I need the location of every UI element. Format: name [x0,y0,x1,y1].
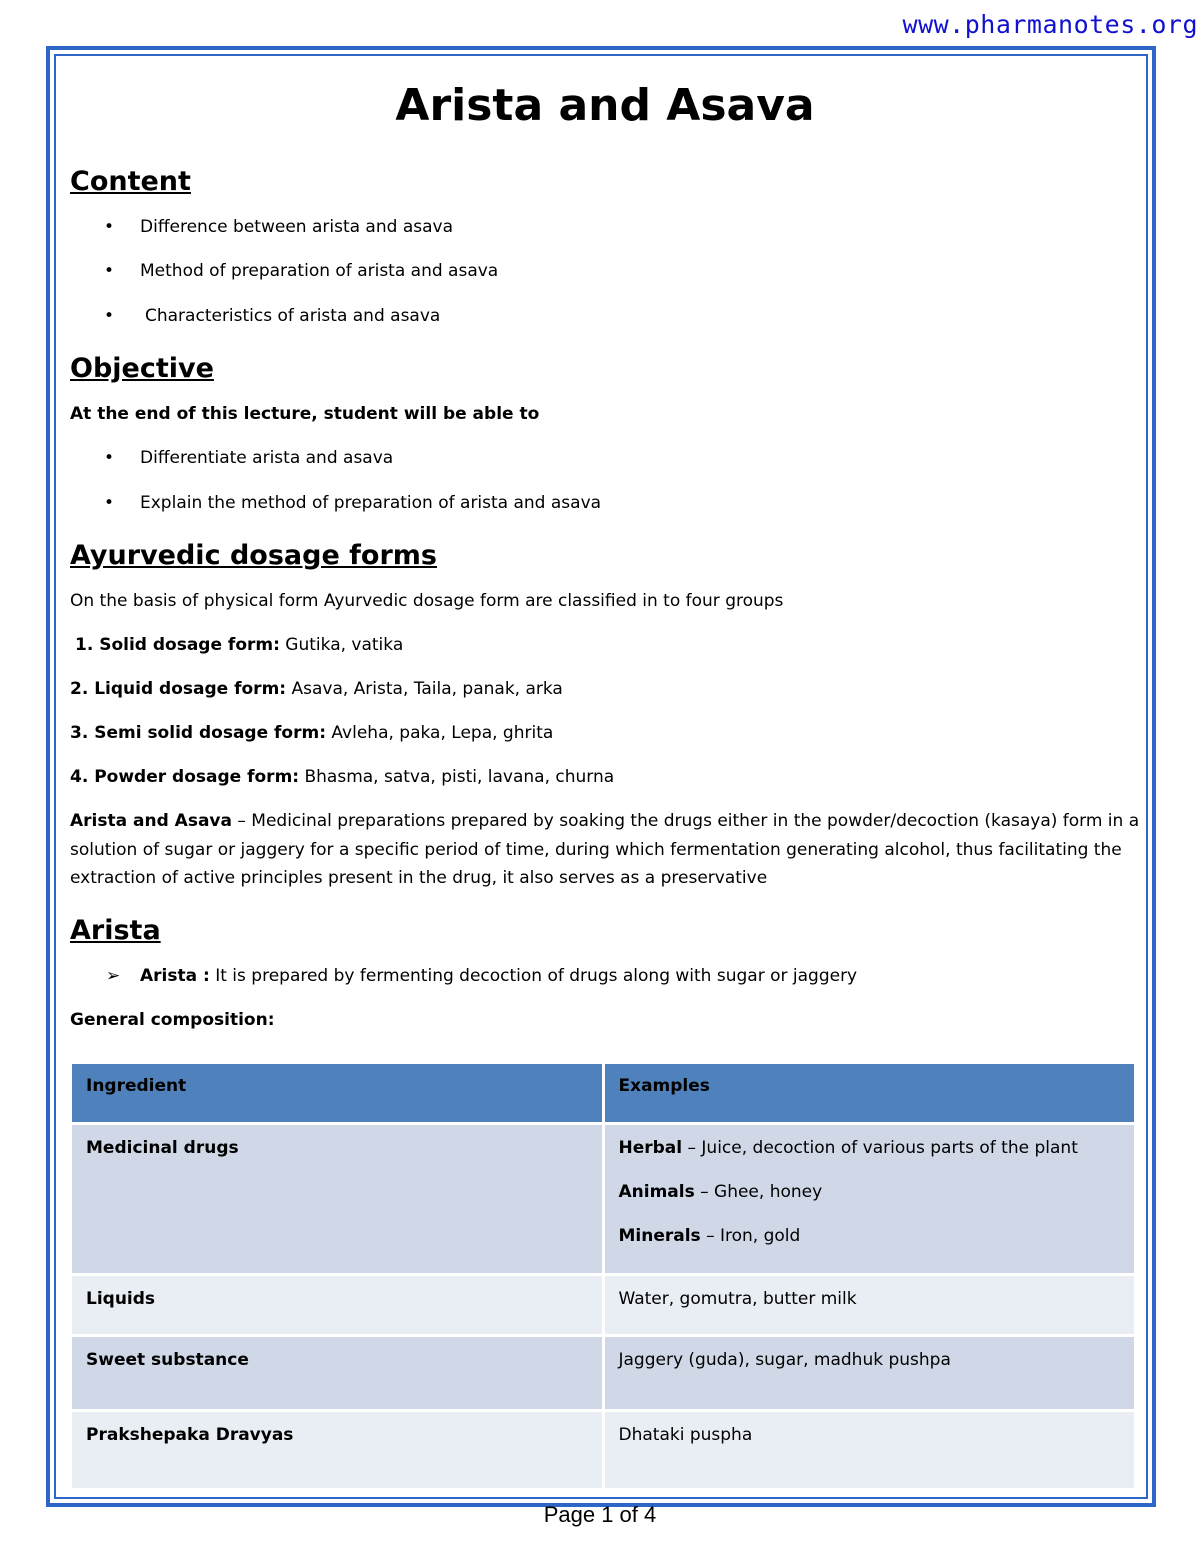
bullet-icon: • [104,306,115,326]
composition-table [69,1061,1137,1491]
ingredient-cell: Prakshepaka Dravyas [72,1412,602,1488]
table-row [72,1412,1134,1488]
examples-cell [605,1125,1135,1273]
content-list [70,216,1140,327]
table-row [72,1125,1134,1273]
bullet-icon: • [104,493,115,513]
table-row [72,1276,1134,1334]
site-watermark: www.pharmanotes.org [902,10,1198,39]
list-item: • Method of preparation of arista and asava [104,261,499,281]
table-row [72,1337,1134,1409]
example-minerals: Minerals – Iron, gold [618,1226,801,1246]
objective-intro: At the end of this lecture, student will be able to [70,404,540,424]
table-header-row [72,1064,1134,1122]
ingredient-cell: Sweet substance [72,1337,602,1409]
objective-heading: Objective [70,353,214,384]
example-animals: Animals – Ghee, honey [618,1182,823,1202]
page-number: Page 1 of 4 [543,1502,657,1527]
list-item: ➢ Arista : It is prepared by fermenting decoction of drugs along with sugar or jaggery [106,965,858,986]
arista-list [70,965,1140,987]
examples-cell: Dhataki puspha [605,1412,1135,1488]
bullet-icon: • [104,448,115,468]
examples-cell: Water, gomutra, butter milk [605,1276,1135,1334]
list-item: • Differentiate arista and asava [104,448,394,468]
list-item: • Characteristics of arista and asava [104,306,441,326]
composition-label: General composition: [70,1009,275,1030]
dosage-heading: Ayurvedic dosage forms [70,540,437,571]
example-herbal: Herbal – Juice, decoction of various parts of the plant [618,1138,1078,1158]
objective-list [70,447,1140,514]
dosage-form-semisolid: 3. Semi solid dosage form: Avleha, paka, Lepa, ghrita [70,723,554,743]
arista-asava-definition: Arista and Asava – Medicinal preparations prepared by soaking the drugs either in the powder/decoction (kasaya) form in a solution of sugar or jaggery for a specific period of time, during which fermentation generating alcohol, thus facilitating the extraction of active principles present in the drug, it also serves as a preservative [70,811,1140,888]
dosage-intro: On the basis of physical form Ayurvedic dosage form are classified in to four groups [70,591,784,611]
bullet-icon: • [104,261,115,281]
column-header-examples: Examples [605,1064,1135,1122]
ingredient-cell: Medicinal drugs [72,1125,602,1273]
document-title: Arista and Asava [395,80,815,131]
ingredient-cell: Liquids [72,1276,602,1334]
arrow-bullet-icon: ➢ [106,965,121,986]
examples-cell: Jaggery (guda), sugar, madhuk pushpa [605,1337,1135,1409]
dosage-form-solid: 1. Solid dosage form: Gutika, vatika [75,635,404,655]
document-body [70,80,1140,1031]
dosage-form-powder: 4. Powder dosage form: Bhasma, satva, pisti, lavana, churna [70,767,615,787]
bullet-icon: • [104,217,115,237]
list-item: • Explain the method of preparation of arista and asava [104,493,602,513]
content-heading: Content [70,166,191,197]
column-header-ingredient: Ingredient [72,1064,602,1122]
dosage-form-liquid: 2. Liquid dosage form: Asava, Arista, Taila, panak, arka [70,679,563,699]
list-item: • Difference between arista and asava [104,217,453,237]
arista-heading: Arista [70,914,161,946]
